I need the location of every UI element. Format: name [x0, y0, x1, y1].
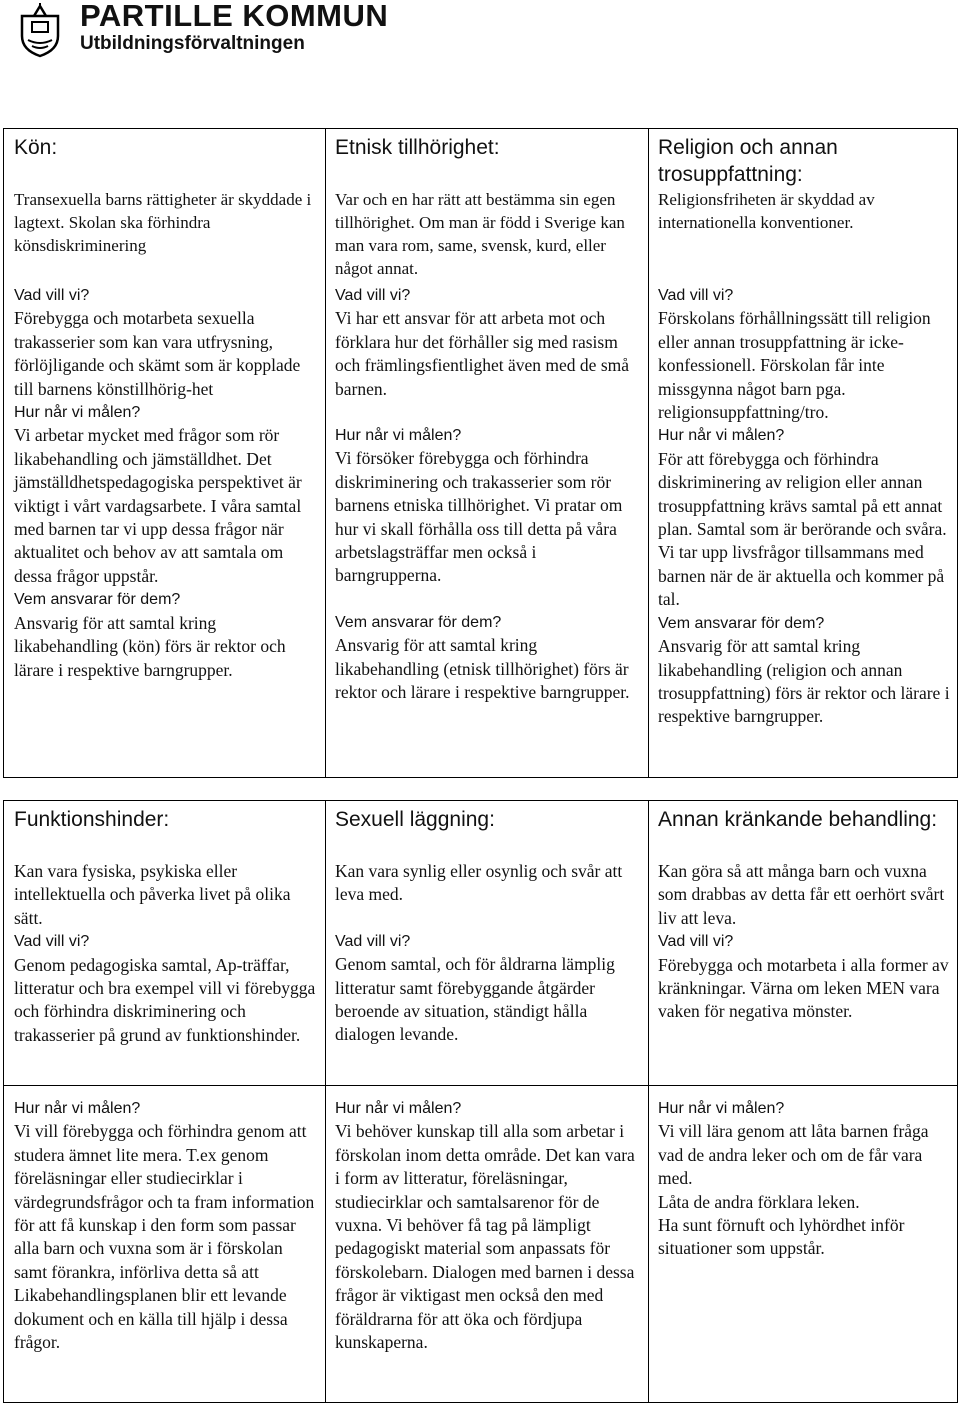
how-label: Hur når vi målen?: [335, 427, 462, 445]
section-religion-main: [658, 284, 950, 729]
goal-label: Vad vill vi?: [14, 933, 90, 951]
how-text: För att förebygga och förhindra diskriminering av religion eller annan trosuppfattning krävs samtal på ett annat plan. Samtal som är berörande och svåra. Vi tar upp livsfrågor tillsammans med barnen när de är aktuella och kommer på tal.: [658, 448, 947, 610]
goal-text: Förebygga och motarbeta sexuella trakasserier som kan vara utfrysning, förlöjligande och skämt som är kopplade till barnens könstillhörig-het: [14, 308, 301, 399]
section-annan-top: [658, 860, 950, 1024]
how-text-2: Låta de andra förklara leken.: [658, 1191, 860, 1212]
how-text: Vi behöver kunskap till alla som arbetar i förskolan inom detta område. Det kan vara i form av litteratur, föreläsningar, studiecirklar och samtalsarenor för de vuxna. Vi behöver få tag på lämpligt pedagogiskt material som anpassats för förskolebarn. Dialogen med barnen i dessa frågor är viktigast men också den med föräldrarna för att öka och fördjupa kunskaperna.: [335, 1121, 635, 1353]
goal-label: Vad vill vi?: [658, 933, 734, 951]
section-sexuell-top: [335, 860, 640, 1047]
goal-text: Genom pedagogiska samtal, Ap-träffar, litteratur och bra exempel vill vi förebygga och förhindra diskriminering och trakasserier på grund av funktionshinder.: [14, 954, 316, 1045]
responsible-label: Vem ansvarar för dem?: [14, 591, 181, 609]
intro-etnisk: Var och en har rätt att bestämma sin egen tillhörighet. Om man är född i Sverige kan man vara rom, same, svensk, kurd, eller något annat.: [335, 190, 625, 278]
how-label: Hur når vi målen?: [335, 1100, 462, 1117]
municipality-name: PARTILLE KOMMUN: [80, 0, 389, 33]
section-funktionshinder-how: [14, 1097, 319, 1354]
goal-text: Förskolans förhållningssätt till religion eller annan trosuppfattning är icke-konfessionell. Förskolan får inte missgynna något barn pga. religionsuppfattning/tro.: [658, 308, 931, 423]
section-etnisk-main: [335, 284, 640, 705]
how-text: Vi vill förebygga och förhindra genom att studera ämnet lite mera. T.ex genom föreläsningar eller studiecirklar i värdegrundsfrågor och ta fram information för att få kunskap i den form som passar alla barn och vuxna som är i förskolan samt förankra, införliva detta så att Likabehandlingsplanen blir ett levande dokument och en källa till hjälp i dessa frågor.: [14, 1121, 315, 1353]
how-text-1: Vi vill lära genom att låta barnen fråga vad de andra leker och om de får vara med.: [658, 1121, 929, 1189]
goal-text: Genom samtal, och för åldrarna lämplig litteratur samt förebyggande åtgärder beroende av situation, ständigt hålla dialogen levande.: [335, 954, 615, 1045]
how-label: Hur når vi målen?: [14, 1100, 141, 1117]
goal-label: Vad vill vi?: [14, 287, 90, 304]
intro-religion: Religionsfriheten är skyddad av internationella konventioner.: [658, 190, 875, 232]
intro-text: Kan göra så att många barn och vuxna som drabbas av detta får ett oerhört svårt liv att leva.: [658, 861, 945, 928]
intro-text: Kan vara fysiska, psykiska eller intellektuella och påverka livet på olika sätt.: [14, 861, 291, 928]
responsible-text: Ansvarig för att samtal kring likabehandling (religion och annan trosuppfattning) förs är rektor och lärare i respektive barngrupper.: [658, 636, 950, 727]
goal-label: Vad vill vi?: [335, 287, 411, 304]
responsible-text: Ansvarig för att samtal kring likabehandling (etnisk tillhörighet) förs är rektor och lärare i respektive barngrupper.: [335, 635, 630, 703]
heading-religion: Religion och annan trosuppfattning:: [658, 136, 838, 186]
heading-funktionshinder: Funktionshinder:: [14, 808, 170, 831]
goal-text: Förebygga och motarbeta i alla former av kränkningar. Värna om leken MEN vara vaken för negativa mönster.: [658, 954, 949, 1022]
document-header: [10, 0, 410, 60]
section-sexuell-how: [335, 1097, 640, 1354]
how-label: Hur når vi målen?: [658, 427, 785, 445]
how-text: Vi arbetar mycket med frågor som rör likabehandling och jämställdhet. Det jämställdhetspedagogiska perspektivet är viktigt i vårt vardagsarbete. I våra samtal med barnen tar vi upp dessa frågor när aktualitet och behov av att samtala om dessa frågor uppstår.: [14, 425, 302, 586]
heading-sexuell: Sexuell läggning:: [335, 808, 495, 831]
department-name: Utbildningsförvaltningen: [80, 33, 305, 54]
how-text-3: Ha sunt förnuft och lyhördhet inför situationer som uppstår.: [658, 1215, 905, 1259]
goal-text: Vi har ett ansvar för att arbeta mot och förklara hur det förhåller sig med rasism och främlingsfientlighet även med de små barnen.: [335, 308, 630, 399]
discrimination-table-1: [3, 128, 958, 778]
responsible-label: Vem ansvarar för dem?: [658, 614, 825, 632]
section-annan-how: [658, 1097, 950, 1261]
heading-etnisk: Etnisk tillhörighet:: [335, 136, 500, 159]
how-text: Vi försöker förebygga och förhindra diskriminering och trakasserier som rör barnens etniska tillhörighet. Vi pratar om hur vi skall förhålla oss till detta på våra arbetslagsträffar men också i barngrupperna.: [335, 448, 623, 586]
intro-kon: Transexuella barns rättigheter är skyddade i lagtext. Skolan ska förhindra könsdiskriminering: [14, 190, 312, 255]
heading-kon: Kön:: [14, 136, 58, 159]
responsible-text: Ansvarig för att samtal kring likabehandling (kön) förs är rektor och lärare i respektive barngrupper.: [14, 612, 286, 680]
goal-label: Vad vill vi?: [658, 287, 734, 304]
section-kon-main: [14, 284, 319, 682]
heading-annan: Annan kränkande behandling:: [658, 808, 938, 831]
discrimination-table-2: [3, 800, 958, 1403]
goal-label: Vad vill vi?: [335, 932, 411, 950]
how-label: Hur når vi målen?: [658, 1100, 785, 1117]
municipal-crest-icon: [12, 2, 68, 58]
section-funktionshinder-top: [14, 860, 319, 1047]
intro-text: Kan vara synlig eller osynlig och svår att leva med.: [335, 861, 623, 905]
responsible-label: Vem ansvarar för dem?: [335, 613, 502, 631]
how-label: Hur når vi målen?: [14, 404, 141, 422]
